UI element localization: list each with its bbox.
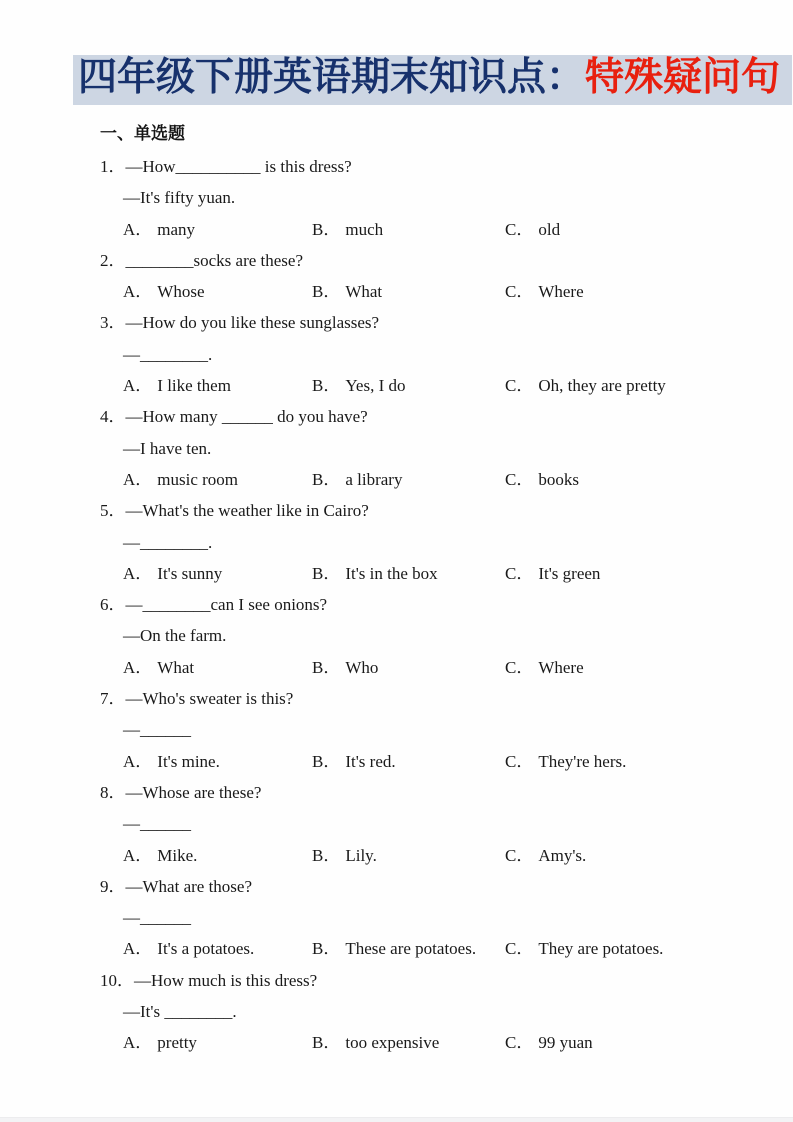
- option-c: [505, 652, 763, 683]
- option-text: Mike.: [157, 845, 198, 865]
- question-line: [100, 401, 763, 432]
- option-c: [505, 276, 763, 307]
- question-text: —What's the weather like in Cairo?: [125, 501, 369, 521]
- option-text: 99 yuan: [538, 1033, 593, 1053]
- question-text: ________socks are these?: [125, 250, 304, 270]
- option-a: [123, 214, 312, 245]
- question-text: —Whose are these?: [125, 782, 262, 802]
- option-b: [312, 1027, 505, 1058]
- option-label: B．: [312, 282, 341, 302]
- option-c: [505, 933, 763, 964]
- option-label: B．: [312, 469, 341, 489]
- page-bottom-edge: [0, 1117, 793, 1122]
- option-label: A．: [123, 469, 153, 489]
- options-row: [100, 464, 763, 495]
- option-label: C．: [505, 845, 534, 865]
- option-text: Where: [538, 657, 584, 677]
- option-text: It's sunny: [157, 563, 223, 583]
- options-row: [100, 558, 763, 589]
- question-line: [100, 683, 763, 714]
- option-c: [505, 558, 763, 589]
- option-label: B．: [312, 657, 341, 677]
- question-7: [100, 683, 763, 777]
- option-a: [123, 840, 312, 871]
- option-text: These are potatoes.: [345, 939, 477, 959]
- option-b: [312, 558, 505, 589]
- option-text: What: [157, 657, 195, 677]
- answer-line: —______: [123, 908, 191, 928]
- options-row: [100, 652, 763, 683]
- question-text: —How__________ is this dress?: [125, 157, 352, 176]
- question-text: —How many ______ do you have?: [125, 407, 368, 427]
- option-label: B．: [312, 751, 341, 771]
- option-b: [312, 276, 505, 307]
- option-c: [505, 746, 763, 777]
- answer-line: —________.: [123, 344, 213, 364]
- option-text: It's in the box: [345, 563, 438, 583]
- option-text: Where: [538, 282, 584, 302]
- question-text: —________can I see onions?: [125, 595, 328, 615]
- option-text: Lily.: [345, 845, 377, 865]
- option-b: [312, 652, 505, 683]
- option-label: B．: [312, 939, 341, 959]
- question-line: [100, 965, 763, 996]
- question-number: 2．: [100, 250, 126, 270]
- option-b: [312, 464, 505, 495]
- option-text: too expensive: [345, 1033, 440, 1053]
- question-line: [100, 777, 763, 808]
- answer-line: —It's ________.: [123, 1002, 237, 1022]
- option-b: [312, 370, 505, 401]
- option-label: B．: [312, 219, 341, 239]
- section-header: 一、单选题: [100, 124, 185, 143]
- option-text: books: [538, 469, 579, 489]
- option-a: [123, 933, 312, 964]
- option-label: C．: [505, 282, 534, 302]
- option-label: A．: [123, 657, 153, 677]
- question-4: [100, 401, 763, 495]
- options-row: [100, 214, 763, 245]
- question-number: 3．: [100, 313, 126, 333]
- question-number: 1．: [100, 157, 126, 176]
- question-5: [100, 495, 763, 589]
- option-label: A．: [123, 751, 153, 771]
- option-c: [505, 214, 763, 245]
- worksheet-title: [73, 55, 792, 105]
- option-c: [505, 464, 763, 495]
- option-label: A．: [123, 939, 153, 959]
- options-row: [100, 370, 763, 401]
- option-text: pretty: [157, 1033, 197, 1053]
- option-text: I like them: [157, 376, 231, 396]
- option-label: B．: [312, 563, 341, 583]
- option-text: It's a potatoes.: [157, 939, 255, 959]
- answer-line: —On the farm.: [123, 626, 227, 646]
- question-number: 7．: [100, 689, 126, 709]
- option-label: B．: [312, 845, 341, 865]
- option-label: C．: [505, 1033, 534, 1053]
- question-line: [100, 589, 763, 620]
- option-a: [123, 652, 312, 683]
- option-text: What: [345, 282, 383, 302]
- question-text: —How do you like these sunglasses?: [125, 313, 380, 333]
- option-text: Who: [345, 657, 379, 677]
- option-label: A．: [123, 563, 153, 583]
- question-2: [100, 245, 763, 308]
- question-text: —How much is this dress?: [134, 970, 318, 990]
- answer-line: —______: [123, 814, 191, 834]
- options-row: [100, 276, 763, 307]
- option-text: Yes, I do: [345, 376, 406, 396]
- option-label: B．: [312, 376, 341, 396]
- option-label: C．: [505, 376, 534, 396]
- option-a: [123, 1027, 312, 1058]
- options-row: [100, 746, 763, 777]
- option-c: [505, 370, 763, 401]
- answer-line: —______: [123, 720, 191, 740]
- question-line: [100, 245, 763, 276]
- option-text: Amy's.: [538, 845, 587, 865]
- question-number: 8．: [100, 782, 126, 802]
- option-text: It's red.: [345, 751, 396, 771]
- option-b: [312, 214, 505, 245]
- question-1: [100, 151, 763, 245]
- option-label: A．: [123, 282, 153, 302]
- answer-line: —I have ten.: [123, 438, 212, 458]
- option-label: C．: [505, 219, 534, 239]
- option-a: [123, 276, 312, 307]
- question-number: 6．: [100, 595, 126, 615]
- option-text: music room: [157, 469, 239, 489]
- question-8: [100, 777, 763, 871]
- option-label: C．: [505, 751, 534, 771]
- options-row: [100, 1027, 763, 1058]
- title-topic: 特殊疑问句: [585, 56, 781, 99]
- option-text: much: [345, 219, 384, 239]
- option-label: A．: [123, 845, 153, 865]
- option-label: C．: [505, 563, 534, 583]
- question-line: [100, 495, 763, 526]
- option-b: [312, 840, 505, 871]
- title-text: 四年级下册英语期末知识点：: [78, 56, 586, 99]
- option-label: A．: [123, 219, 153, 239]
- question-6: [100, 589, 763, 683]
- option-text: old: [538, 219, 561, 239]
- answer-line: —________.: [123, 532, 213, 552]
- option-a: [123, 370, 312, 401]
- option-a: [123, 746, 312, 777]
- option-label: A．: [123, 376, 153, 396]
- question-9: [100, 871, 763, 965]
- option-label: B．: [312, 1033, 341, 1053]
- question-number: 9．: [100, 876, 126, 896]
- question-number: 10．: [100, 970, 134, 990]
- title-banner: [73, 55, 792, 105]
- option-b: [312, 746, 505, 777]
- option-text: Whose: [157, 282, 205, 302]
- question-list: [100, 151, 763, 1059]
- option-a: [123, 558, 312, 589]
- question-number: 4．: [100, 407, 126, 427]
- option-c: [505, 1027, 763, 1058]
- option-text: a library: [345, 469, 403, 489]
- question-text: —Who's sweater is this?: [125, 689, 294, 709]
- question-line: [100, 151, 763, 182]
- question-line: [100, 871, 763, 902]
- option-label: A．: [123, 1033, 153, 1053]
- option-label: C．: [505, 939, 534, 959]
- options-row: [100, 840, 763, 871]
- question-text: —What are those?: [125, 876, 252, 896]
- option-c: [505, 840, 763, 871]
- option-text: They're hers.: [538, 751, 627, 771]
- option-b: [312, 933, 505, 964]
- question-line: [100, 307, 763, 338]
- question-number: 5．: [100, 501, 126, 521]
- option-text: They are potatoes.: [538, 939, 664, 959]
- option-text: It's green: [538, 563, 601, 583]
- option-text: Oh, they are pretty: [538, 376, 666, 396]
- option-label: C．: [505, 657, 534, 677]
- question-10: [100, 965, 763, 1059]
- answer-line: —It's fifty yuan.: [123, 188, 236, 208]
- option-a: [123, 464, 312, 495]
- option-text: It's mine.: [157, 751, 220, 771]
- option-label: C．: [505, 469, 534, 489]
- question-3: [100, 307, 763, 401]
- option-text: many: [157, 219, 196, 239]
- options-row: [100, 933, 763, 964]
